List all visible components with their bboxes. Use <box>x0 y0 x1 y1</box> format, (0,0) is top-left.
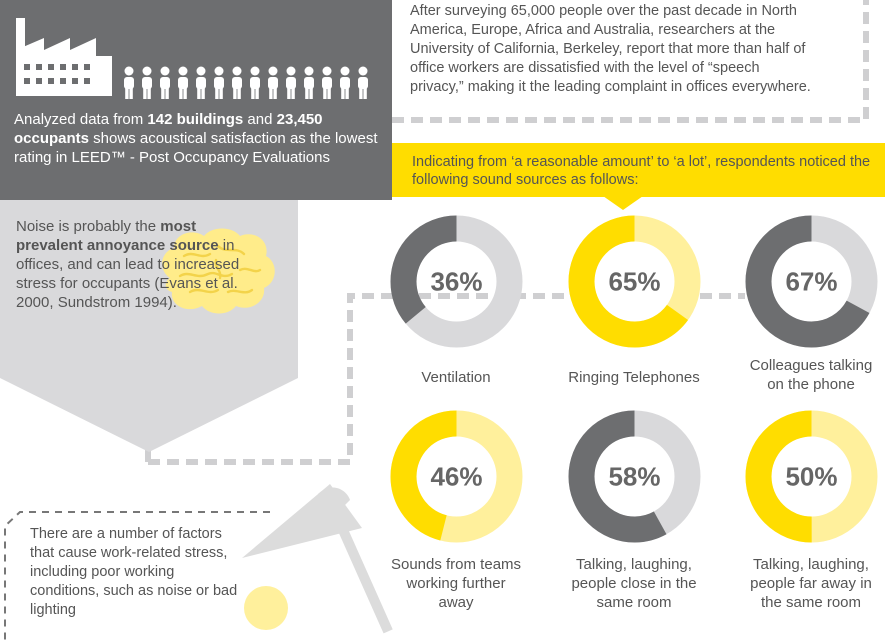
banner-pointer <box>603 196 643 212</box>
donut-caption <box>549 368 719 387</box>
donut-percent-label: 65% <box>607 266 661 296</box>
donut-caption <box>726 356 885 394</box>
factory-icon <box>14 12 114 96</box>
donut-chart <box>390 215 523 348</box>
donut-caption-line: same room <box>596 594 672 611</box>
donut-caption-line: Ringing Telephones <box>568 369 700 386</box>
donut-caption-line: away <box>438 594 474 611</box>
sound-sources-heading: Indicating from ‘a reasonable amount’ to ‘a lot’, respondents noticed the following sound sources as follows: <box>412 154 871 188</box>
donut-percent-label: 67% <box>784 266 838 296</box>
donut-caption-line: Talking, laughing, <box>576 556 692 573</box>
leed-statement: Analyzed data from 142 buildings and 23,450 occupants shows acoustical satisfaction as the lowest rating in LEED™ - Post Occupancy Evaluations <box>14 111 378 166</box>
donut-caption-line: people close in the <box>571 575 697 592</box>
donut-chart <box>568 410 701 543</box>
donut-percent-label: 50% <box>784 461 838 491</box>
donut-caption <box>371 368 541 387</box>
stress-factors-text: There are a number of factors that cause work-related stress, including poor working conditions, such as noise or bad lighting <box>30 526 238 618</box>
donut-caption <box>726 555 885 612</box>
donut-caption <box>549 555 719 612</box>
intro-line: University of California, Berkeley, report that more than half of <box>410 41 806 57</box>
donut-caption-line: Ventilation <box>421 369 491 386</box>
donut-caption-line: working further <box>406 575 506 592</box>
donut-chart <box>745 215 878 348</box>
donut-caption-line: people far away in <box>750 575 872 592</box>
noise-statement: Noise is probably the most prevalent annoyance source in offices, and can lead to increased stress for occupants (Evans et al. 2000, Sundstrom 1994). <box>16 218 240 311</box>
donut-chart <box>745 410 878 543</box>
donut-percent-label: 36% <box>429 266 483 296</box>
intro-line: America, Europe, Africa and Australia, researchers at the <box>410 22 776 38</box>
donut-caption-line: the same room <box>760 594 862 611</box>
donut-chart <box>568 215 701 348</box>
donut-caption-line: Talking, laughing, <box>753 556 869 573</box>
intro-line: office workers are dissatisfied with the level of “speech <box>410 60 760 76</box>
donut-caption-line: Colleagues talking <box>749 357 873 374</box>
donut-percent-label: 58% <box>607 461 661 491</box>
person-icon <box>124 67 368 100</box>
intro-line: After surveying 65,000 people over the past decade in North <box>410 3 797 19</box>
intro-paragraph <box>410 2 850 97</box>
donut-caption-line: Sounds from teams <box>390 556 522 573</box>
people-icon-row <box>122 66 382 100</box>
intro-line: privacy,” making it the leading complaint in offices everywhere. <box>410 79 811 95</box>
donut-chart <box>390 410 523 543</box>
donut-caption-line: on the phone <box>767 376 855 393</box>
donut-percent-label: 46% <box>429 461 483 491</box>
lamp-icon <box>230 470 400 641</box>
